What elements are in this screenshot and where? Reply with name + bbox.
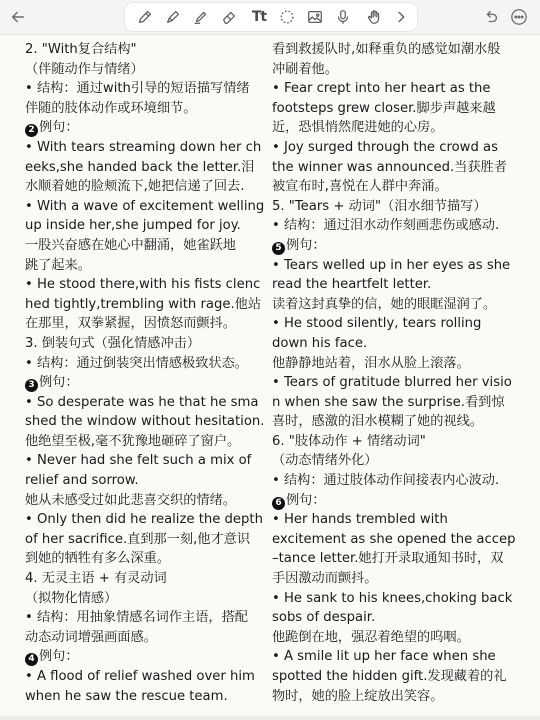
line-text: shed the window without hesitation. — [25, 414, 265, 430]
note-toolbar — [0, 0, 540, 35]
number-badge: 3 — [25, 379, 38, 392]
line-text: • Fear crept into her heart as the — [272, 81, 491, 97]
text-line — [25, 569, 273, 589]
text-line — [25, 40, 273, 60]
note-content — [0, 40, 540, 720]
line-text: • Her hands trembled with — [272, 512, 448, 528]
example-heading — [25, 647, 273, 667]
line-text: 她从未感受过如此悲喜交织的情绪。 — [25, 492, 236, 508]
line-text: • 结构：通过肢体动作间接表内心波动. — [272, 473, 500, 489]
line-text: 他绝望至极,毫不犹豫地砸碎了窗户。 — [25, 433, 241, 449]
text-line — [25, 158, 273, 178]
text-line — [25, 138, 273, 158]
text-line — [272, 628, 522, 648]
line-text: • Never had she felt such a mix of — [25, 453, 252, 469]
text-line — [25, 628, 273, 648]
more-icon[interactable] — [507, 5, 531, 29]
line-text: of her sacrifice.直到那一刻,他才意识 — [25, 531, 251, 547]
line-text: 看到救援队时,如释重负的感觉如潮水般 — [272, 42, 501, 57]
line-text: up inside her,she jumped for joy. — [25, 218, 241, 234]
text-line — [25, 216, 273, 236]
line-text: –tance letter.她打开录取通知书时，双 — [272, 551, 504, 567]
arrow-left-icon[interactable] — [6, 5, 30, 29]
line-text: 被宣布时,喜悦在人群中奔涌。 — [272, 179, 448, 195]
text-line — [272, 99, 522, 119]
line-text: relief and sorrow. — [25, 473, 139, 489]
line-text: 5. "Tears + 动词"（泪水细节描写） — [272, 198, 487, 214]
line-text: • 结构：用抽象情感名词作主语，搭配 — [25, 610, 248, 626]
text-line — [25, 471, 273, 491]
text-line — [272, 40, 522, 60]
left-column — [25, 40, 273, 706]
line-text: 水顺着她的脸颊流下,她把信递了回去. — [25, 179, 245, 195]
line-text: 2. "With复合结构" — [25, 42, 137, 57]
line-text: • He sank to his knees,choking back — [272, 590, 513, 606]
line-text: 冲刷着他。 — [272, 61, 338, 77]
text-line — [272, 432, 522, 452]
text-line — [272, 314, 522, 334]
line-text: eeks,she handed back the letter.泪 — [25, 159, 255, 175]
line-text: down his face. — [272, 335, 368, 351]
undo-icon[interactable] — [479, 5, 503, 29]
line-text: （拟物化情感） — [25, 590, 118, 606]
text-line — [25, 667, 273, 687]
line-text: 一股兴奋感在她心中翻涌，她雀跃地 — [25, 237, 236, 253]
text-line — [272, 275, 522, 295]
line-text: • A flood of relief washed over him — [25, 669, 255, 684]
line-text: （动态情绪外化） — [272, 453, 378, 469]
text-line — [272, 530, 522, 550]
text-line — [272, 158, 522, 178]
text-line — [25, 589, 273, 609]
text-line — [272, 667, 522, 687]
line-text: spotted the hidden gift.发现藏着的礼 — [272, 669, 507, 684]
line-text: 例句： — [286, 492, 326, 508]
line-text: 伴随的肢体动作或环境细节。 — [25, 100, 197, 116]
number-badge: 5 — [272, 242, 285, 255]
text-line — [272, 138, 522, 158]
line-text: 跳了起来。 — [25, 257, 91, 273]
text-line — [272, 373, 522, 393]
text-line — [272, 295, 522, 315]
marker-icon[interactable] — [189, 5, 213, 29]
text-line — [272, 393, 522, 413]
pen-icon[interactable] — [133, 5, 157, 29]
eraser-icon[interactable] — [217, 5, 241, 29]
text-line — [272, 549, 522, 569]
text-line — [272, 471, 522, 491]
line-text: 6. "肢体动作 + 情绪动词" — [272, 433, 426, 449]
line-text: 喜时，感激的泪水模糊了她的视线。 — [272, 414, 483, 430]
text-line — [25, 314, 273, 334]
line-text: the winner was announced.当获胜者 — [272, 159, 507, 175]
lasso-icon[interactable] — [275, 5, 299, 29]
line-text: 读着这封真挚的信，她的眼眶湿润了。 — [272, 296, 497, 312]
line-text: hed tightly,trembling with rage.他站 — [25, 296, 262, 312]
line-text: 4. 无灵主语 + 有灵动词 — [25, 571, 167, 587]
line-text: • A smile lit up her face when she — [272, 649, 496, 665]
text-line — [25, 197, 273, 217]
text-line — [272, 589, 522, 609]
text-line — [25, 99, 273, 119]
drawing-tools-group — [125, 3, 417, 31]
line-text: 手因激动而颤抖。 — [272, 571, 378, 587]
text-line — [272, 118, 522, 138]
line-text: footsteps grew closer.脚步声越来越 — [272, 100, 496, 116]
text-line — [272, 647, 522, 667]
text-line — [25, 549, 273, 569]
text-line — [25, 275, 273, 295]
text-line — [25, 79, 273, 99]
line-text: 到她的牺牲有多么深重。 — [25, 551, 171, 567]
text-line — [272, 60, 522, 80]
text-line — [272, 216, 522, 236]
text-line — [25, 432, 273, 452]
line-text: 物时，她的脸上绽放出笑容。 — [272, 688, 444, 704]
example-heading — [25, 373, 273, 393]
line-text: • He stood silently, tears rolling — [272, 316, 482, 332]
number-badge: 2 — [25, 124, 38, 137]
right-column — [272, 40, 522, 706]
line-text: • Only then did he realize the depth — [25, 512, 263, 528]
line-text: 在那里，双拳紧握，因愤怒而颤抖。 — [25, 316, 236, 332]
text-line — [272, 412, 522, 432]
line-text: 动态动词增强画面感。 — [25, 629, 157, 645]
text-line — [25, 393, 273, 413]
line-text: 例句： — [286, 237, 326, 253]
text-line — [272, 569, 522, 589]
line-text: excitement as she opened the accep — [272, 531, 516, 547]
text-line — [272, 79, 522, 99]
line-text: sobs of despair. — [272, 610, 376, 626]
line-text: 例句： — [39, 649, 79, 665]
text-line — [25, 687, 273, 707]
gesture-icon[interactable] — [363, 5, 387, 29]
text-line — [25, 354, 273, 374]
line-text: 3. 倒装句式（强化情感冲击） — [25, 335, 201, 351]
text-line — [25, 451, 273, 471]
text-line — [25, 256, 273, 276]
line-text: • With a wave of excitement welling — [25, 198, 265, 214]
text-line — [272, 197, 522, 217]
text-line — [272, 256, 522, 276]
line-text: • 结构：通过倒装突出情感极致状态。 — [25, 355, 248, 371]
line-text: • Joy surged through the crowd as — [272, 139, 498, 155]
line-text: • He stood there,with his fists clenc — [25, 277, 261, 293]
text-line — [25, 177, 273, 197]
text-format-icon[interactable] — [247, 5, 271, 29]
line-text: 近，恐惧悄然爬进她的心房。 — [272, 120, 444, 136]
text-line — [272, 608, 522, 628]
example-heading — [25, 118, 273, 138]
text-line — [272, 177, 522, 197]
text-line — [25, 530, 273, 550]
line-text: read the heartfelt letter. — [272, 277, 432, 293]
line-text: • So desperate was he that he sma — [25, 394, 259, 410]
image-icon[interactable] — [303, 5, 327, 29]
line-text: 他跪倒在地，强忍着绝望的呜咽。 — [272, 629, 470, 645]
chevron-right-icon[interactable] — [389, 5, 413, 29]
line-text: • Tears of gratitude blurred her visio — [272, 375, 512, 391]
text-tool-label: Tt — [251, 9, 267, 25]
number-badge: 6 — [272, 497, 285, 510]
line-text: • 结构：通过with引导的短语描写情绪 — [25, 81, 250, 97]
text-line — [25, 295, 273, 315]
line-text: • With tears streaming down her ch — [25, 139, 262, 155]
line-text: （伴随动作与情绪） — [25, 61, 144, 77]
example-heading — [272, 236, 522, 256]
text-line — [272, 451, 522, 471]
text-line — [25, 236, 273, 256]
text-line — [272, 354, 522, 374]
line-text: • Tears welled up in her eyes as she — [272, 257, 511, 273]
line-text: 例句： — [39, 375, 79, 391]
text-line — [272, 334, 522, 354]
microphone-icon[interactable] — [331, 5, 355, 29]
number-badge: 4 — [25, 653, 38, 666]
text-line — [25, 510, 273, 530]
text-line — [25, 608, 273, 628]
highlighter-icon[interactable] — [161, 5, 185, 29]
text-line — [272, 510, 522, 530]
text-line — [25, 60, 273, 80]
line-text: 他静静地站着，泪水从脸上滚落。 — [272, 355, 470, 371]
text-line — [25, 491, 273, 511]
line-text: 例句： — [39, 120, 79, 136]
bottom-edge — [0, 716, 540, 720]
line-text: when he saw the rescue team. — [25, 688, 228, 704]
text-line — [272, 687, 522, 707]
line-text: • 结构：通过泪水动作刻画悲伤或感动. — [272, 218, 500, 234]
example-heading — [272, 491, 522, 511]
line-text: n when she saw the surprise.看到惊 — [272, 394, 505, 410]
text-line — [25, 334, 273, 354]
text-line — [25, 412, 273, 432]
